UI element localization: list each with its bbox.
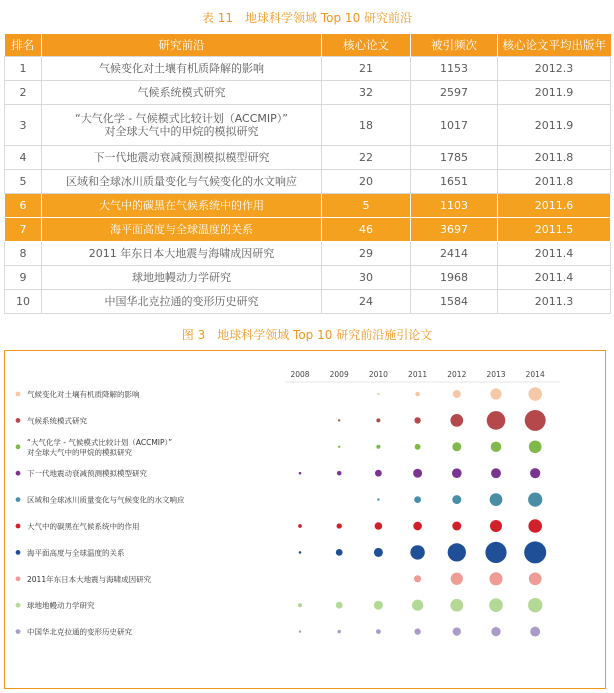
header-rank: 排名 (5, 34, 42, 57)
bubble-point (298, 524, 302, 528)
bubble-point (524, 541, 546, 563)
bubble-point (529, 440, 542, 453)
legend-marker (16, 444, 21, 449)
bubble-point (336, 549, 343, 556)
cites-cell: 1584 (411, 290, 498, 314)
rank-cell: 7 (5, 218, 42, 242)
bubble-point (338, 446, 340, 448)
front-cell: 气候变化对土壤有机质降解的影响 (42, 57, 322, 81)
bubble-point (374, 548, 383, 557)
bubble-point (529, 572, 542, 585)
rank-cell: 8 (5, 242, 42, 266)
bubble-point (490, 388, 501, 399)
core-cell: 24 (322, 290, 411, 314)
year-cell: 2011.5 (498, 218, 611, 242)
bubble-point (375, 522, 383, 530)
bubble-point (448, 543, 466, 561)
legend-marker (16, 524, 21, 529)
year-cell: 2011.9 (498, 105, 611, 146)
bubble-chart-frame (4, 350, 606, 689)
bubble-point (337, 471, 342, 476)
bubble-point (491, 468, 501, 478)
bubble-point (489, 572, 502, 585)
legend-marker (16, 392, 21, 397)
bubble-point (490, 493, 503, 506)
bubble-point (452, 468, 462, 478)
bubble-point (374, 601, 383, 610)
year-cell: 2011.3 (498, 290, 611, 314)
year-cell: 2012.3 (498, 57, 611, 81)
cites-cell: 1651 (411, 170, 498, 194)
cites-cell: 1153 (411, 57, 498, 81)
bubble-point (338, 419, 340, 421)
bubble-point (377, 393, 379, 395)
year-cell: 2011.8 (498, 146, 611, 170)
rank-cell: 5 (5, 170, 42, 194)
table-row (5, 105, 611, 146)
bubble-point (412, 600, 423, 611)
cites-cell: 1968 (411, 266, 498, 290)
bubble-point (450, 414, 463, 427)
front-cell: 海平面高度与全球温度的关系 (42, 218, 322, 242)
core-cell: 30 (322, 266, 411, 290)
bubble-point (528, 598, 542, 612)
year-tick-label: 2008 (290, 370, 310, 379)
year-tick-label: 2012 (447, 370, 467, 379)
bubble-point (485, 542, 506, 563)
header-front: 研究前沿 (42, 34, 322, 57)
header-mean-year: 核心论文平均出版年 (498, 34, 611, 57)
front-line-1: “大气化学 - 气候模式比较计划（ACCMIP）” (75, 112, 288, 125)
legend-marker (16, 550, 21, 555)
bubble-point (376, 629, 381, 634)
cites-cell: 1785 (411, 146, 498, 170)
research-fronts-table (4, 34, 611, 314)
bubble-point (415, 444, 421, 450)
header-citations: 被引频次 (411, 34, 498, 57)
table-row-highlighted (5, 194, 611, 218)
bubble-point (530, 468, 540, 478)
legend-label: 对全球大气中的甲烷的模拟研究 (27, 447, 132, 457)
bubble-point (375, 470, 382, 477)
header-core-papers: 核心论文 (322, 34, 411, 57)
front-cell: 下一代地震动衰减预测模拟模型研究 (42, 146, 322, 170)
core-cell: 22 (322, 146, 411, 170)
table-row (5, 146, 611, 170)
rank-cell: 9 (5, 266, 42, 290)
table-row (5, 290, 611, 314)
table-row (5, 266, 611, 290)
table-row (5, 170, 611, 194)
bubble-point (491, 442, 501, 452)
legend-label: 2011年东日本大地震与海啸成因研究 (27, 574, 152, 584)
cites-cell: 2597 (411, 81, 498, 105)
bubble-point (415, 392, 420, 397)
bubble-point (299, 630, 301, 632)
bubble-point (376, 418, 380, 422)
bubble-point (337, 523, 342, 528)
year-cell: 2011.6 (498, 194, 611, 218)
year-cell: 2011.9 (498, 81, 611, 105)
front-line-2: 对全球大气中的甲烷的模拟研究 (104, 125, 259, 138)
bubble-point (453, 627, 461, 635)
table-caption: 表 11 地球科学领域 Top 10 研究前沿 (201, 11, 413, 25)
bubble-point (414, 575, 421, 582)
core-cell: 20 (322, 170, 411, 194)
year-tick-label: 2013 (486, 370, 506, 379)
cites-cell: 3697 (411, 218, 498, 242)
legend-marker (16, 471, 21, 476)
legend-marker (16, 603, 21, 608)
front-cell: 大气中的碳黑在气候系统中的作用 (42, 194, 322, 218)
bubble-point (413, 522, 422, 531)
table-row-highlighted (5, 218, 611, 242)
front-cell: 2011 年东日本大地震与海啸成因研究 (42, 242, 322, 266)
table-row (5, 81, 611, 105)
legend-label: 中国华北克拉通的变形历史研究 (27, 627, 132, 637)
cites-cell: 2414 (411, 242, 498, 266)
table-row (5, 57, 611, 81)
front-cell: 球地地幔动力学研究 (42, 266, 322, 290)
year-tick-label: 2014 (525, 370, 545, 379)
core-cell: 29 (322, 242, 411, 266)
rank-cell: 6 (5, 194, 42, 218)
core-cell: 21 (322, 57, 411, 81)
bubble-point (530, 627, 540, 637)
legend-label: 球地地幔动力学研究 (27, 601, 95, 611)
bubble-chart (5, 351, 607, 690)
legend-label: 区域和全球冰川质量变化与气候变化的水文响应 (27, 495, 185, 505)
year-tick-label: 2010 (368, 370, 388, 379)
bubble-point (491, 627, 500, 636)
year-cell: 2011.8 (498, 170, 611, 194)
bubble-point (336, 602, 343, 609)
year-cell: 2011.4 (498, 266, 611, 290)
cites-cell: 1103 (411, 194, 498, 218)
core-cell: 32 (322, 81, 411, 105)
bubble-point (528, 519, 542, 533)
legend-label: 气候系统模式研究 (27, 416, 87, 426)
bubble-point (298, 603, 302, 607)
bubble-point (338, 630, 341, 633)
rank-cell: 4 (5, 146, 42, 170)
bubble-point (410, 545, 424, 559)
legend-marker (16, 576, 21, 581)
legend-label: 海平面高度与全球温度的关系 (27, 548, 125, 558)
rank-cell: 3 (5, 105, 42, 146)
bubble-point (528, 493, 542, 507)
legend-marker (16, 418, 21, 423)
core-cell: 46 (322, 218, 411, 242)
legend-label: 下一代地震动衰减预测模拟模型研究 (27, 469, 147, 479)
front-cell (42, 105, 322, 146)
cites-cell: 1017 (411, 105, 498, 146)
bubble-point (452, 495, 461, 504)
year-cell: 2011.4 (498, 242, 611, 266)
bubble-point (528, 387, 542, 401)
bubble-point (451, 573, 463, 585)
bubble-point (414, 628, 420, 634)
figure-caption: 图 3 地球科学领域 Top 10 研究前沿施引论文 (181, 328, 433, 342)
legend-marker (16, 629, 21, 634)
bubble-point (490, 520, 502, 532)
year-tick-label: 2009 (329, 370, 349, 379)
front-cell: 区域和全球冰川质量变化与气候变化的水文响应 (42, 170, 322, 194)
legend-label: “大气化学 - 气候模式比较计划（ACCMIP）” (27, 437, 173, 447)
bubble-point (525, 410, 546, 431)
legend-marker (16, 497, 21, 502)
bubble-point (299, 551, 302, 554)
core-cell: 5 (322, 194, 411, 218)
bubble-point (377, 498, 379, 500)
bubble-point (413, 469, 422, 478)
bubble-point (487, 411, 506, 430)
bubble-point (299, 472, 302, 475)
legend-label: 气候变化对土壤有机质降解的影响 (27, 390, 140, 399)
bubble-point (414, 417, 420, 423)
legend-label: 大气中的碳黑在气候系统中的作用 (27, 522, 140, 531)
rank-cell: 2 (5, 81, 42, 105)
year-tick-label: 2011 (408, 370, 428, 379)
bubble-point (489, 598, 503, 612)
front-cell: 气候系统模式研究 (42, 81, 322, 105)
bubble-point (450, 599, 463, 612)
front-cell: 中国华北克拉通的变形历史研究 (42, 290, 322, 314)
rank-cell: 10 (5, 290, 42, 314)
bubble-point (414, 496, 421, 503)
bubble-point (376, 445, 380, 449)
table-row (5, 242, 611, 266)
table-header-row (5, 34, 611, 57)
bubble-point (452, 522, 461, 531)
core-cell: 18 (322, 105, 411, 146)
rank-cell: 1 (5, 57, 42, 81)
bubble-point (452, 442, 461, 451)
bubble-point (453, 390, 461, 398)
